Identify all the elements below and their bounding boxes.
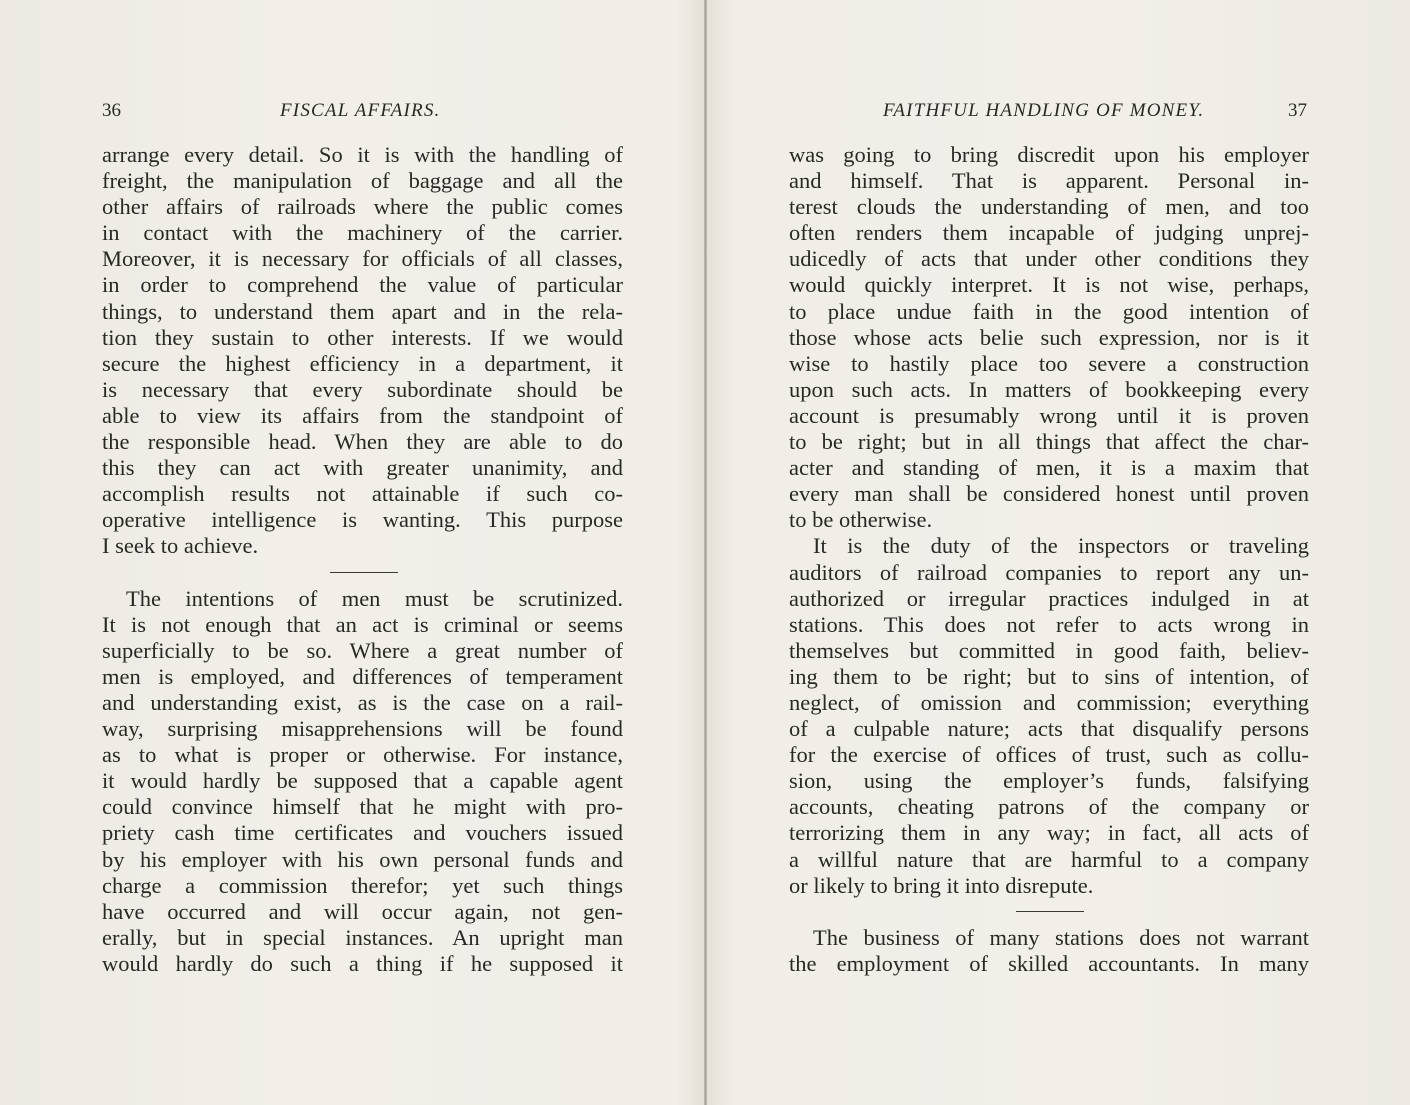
left-page-number: 36 bbox=[102, 100, 121, 121]
section-divider bbox=[789, 899, 1309, 925]
right-paragraph-1 bbox=[789, 142, 1309, 533]
text-line: authorized or irregular practices indulged in at bbox=[789, 585, 1309, 611]
right-text-block bbox=[789, 142, 1309, 977]
text-line: upon such acts. In matters of bookkeeping every bbox=[789, 376, 1309, 402]
text-line: every man shall be considered honest until proven bbox=[789, 481, 1309, 507]
divider-rule bbox=[1016, 911, 1084, 913]
left-text-block bbox=[102, 142, 623, 977]
text-line: account is presumably wrong until it is proven bbox=[789, 402, 1309, 428]
text-line: neglect, of omission and commission; everything bbox=[789, 689, 1309, 715]
text-line: those whose acts belie such expression, nor is it bbox=[789, 324, 1309, 350]
text-line: Moreover, it is necessary for officials of all classes, bbox=[102, 246, 623, 272]
text-line: accomplish results not attainable if such co- bbox=[102, 481, 623, 507]
text-line: arrange every detail. So it is with the handling of bbox=[102, 142, 623, 167]
text-line: men is employed, and differences of temperament bbox=[102, 663, 623, 689]
text-line: udicedly of acts that under other conditions they bbox=[789, 246, 1309, 272]
text-line: way, surprising misapprehensions will be found bbox=[102, 716, 623, 742]
text-line: the responsible head. When they are able to do bbox=[102, 429, 623, 455]
text-line: things, to understand them apart and in the rela- bbox=[102, 298, 623, 324]
text-line: would hardly do such a thing if he supposed it bbox=[102, 950, 623, 976]
left-running-head: FISCAL AFFAIRS. bbox=[280, 100, 441, 121]
left-page bbox=[0, 0, 704, 1105]
text-line: of a culpable nature; acts that disqualify persons bbox=[789, 716, 1309, 742]
text-line: It is the duty of the inspectors or traveling bbox=[813, 533, 1309, 559]
text-line: I seek to achieve. bbox=[102, 533, 259, 559]
text-line: by his employer with his own personal funds and bbox=[102, 846, 623, 872]
text-line: ing them to be right; but to sins of intention, of bbox=[789, 663, 1309, 689]
text-line: would quickly interpret. It is not wise, perhaps, bbox=[789, 272, 1309, 298]
text-line: could convince himself that he might with pro- bbox=[102, 794, 623, 820]
text-line: secure the highest efficiency in a department, it bbox=[102, 350, 623, 376]
left-paragraph-1 bbox=[102, 142, 623, 560]
text-line: charge a commission therefor; yet such things bbox=[102, 872, 623, 898]
text-line: the employment of skilled accountants. In many bbox=[789, 950, 1309, 976]
text-line: acter and standing of men, it is a maxim that bbox=[789, 455, 1309, 481]
right-paragraph-3 bbox=[789, 925, 1309, 977]
right-page-number: 37 bbox=[1288, 100, 1307, 121]
text-line: was going to bring discredit upon his employer bbox=[789, 142, 1309, 167]
text-line: The intentions of men must be scrutinized. bbox=[126, 585, 623, 611]
right-page bbox=[707, 0, 1410, 1105]
text-line: priety cash time certificates and vouchers issued bbox=[102, 820, 623, 846]
text-line: to be otherwise. bbox=[789, 507, 933, 533]
text-line: to be right; but in all things that affect the char- bbox=[789, 429, 1309, 455]
text-line: other affairs of railroads where the public comes bbox=[102, 194, 623, 220]
text-line: and understanding exist, as is the case on a rail- bbox=[102, 689, 623, 715]
text-line: accounts, cheating patrons of the company or bbox=[789, 794, 1309, 820]
text-line: freight, the manipulation of baggage and all the bbox=[102, 168, 623, 194]
text-line: able to view its affairs from the standpoint of bbox=[102, 402, 623, 428]
text-line: this they can act with greater unanimity, and bbox=[102, 455, 623, 481]
right-running-head: FAITHFUL HANDLING OF MONEY. bbox=[883, 100, 1205, 121]
left-paragraph-2 bbox=[102, 586, 623, 977]
text-line: stations. This does not refer to acts wrong in bbox=[789, 611, 1309, 637]
divider-rule bbox=[330, 572, 398, 574]
text-line: sion, using the employer’s funds, falsifying bbox=[789, 768, 1309, 794]
text-line: superficially to be so. Where a great number of bbox=[102, 637, 623, 663]
text-line: a willful nature that are harmful to a company bbox=[789, 846, 1309, 872]
text-line: have occurred and will occur again, not gen- bbox=[102, 898, 623, 924]
text-line: It is not enough that an act is criminal or seems bbox=[102, 611, 623, 637]
section-divider bbox=[102, 560, 623, 586]
text-line: is necessary that every subordinate should be bbox=[102, 376, 623, 402]
text-line: it would hardly be supposed that a capable agent bbox=[102, 768, 623, 794]
text-line: The business of many stations does not warrant bbox=[813, 924, 1309, 950]
text-line: or likely to bring it into disrepute. bbox=[789, 872, 1094, 898]
text-line: as to what is proper or otherwise. For instance, bbox=[102, 742, 623, 768]
right-paragraph-2 bbox=[789, 533, 1309, 898]
text-line: terest clouds the understanding of men, and too bbox=[789, 194, 1309, 220]
text-line: for the exercise of offices of trust, such as collu- bbox=[789, 742, 1309, 768]
text-line: in order to comprehend the value of particular bbox=[102, 272, 623, 298]
text-line: terrorizing them in any way; in fact, all acts of bbox=[789, 820, 1309, 846]
text-line: tion they sustain to other interests. If we would bbox=[102, 324, 623, 350]
text-line: wise to hastily place too severe a construction bbox=[789, 350, 1309, 376]
text-line: to place undue faith in the good intention of bbox=[789, 298, 1309, 324]
text-line: and himself. That is apparent. Personal in- bbox=[789, 168, 1309, 194]
text-line: auditors of railroad companies to report any un- bbox=[789, 559, 1309, 585]
text-line: in contact with the machinery of the carrier. bbox=[102, 220, 623, 246]
text-line: often renders them incapable of judging unprej- bbox=[789, 220, 1309, 246]
text-line: themselves but committed in good faith, believ- bbox=[789, 637, 1309, 663]
text-line: operative intelligence is wanting. This purpose bbox=[102, 507, 623, 533]
text-line: erally, but in special instances. An upright man bbox=[102, 924, 623, 950]
